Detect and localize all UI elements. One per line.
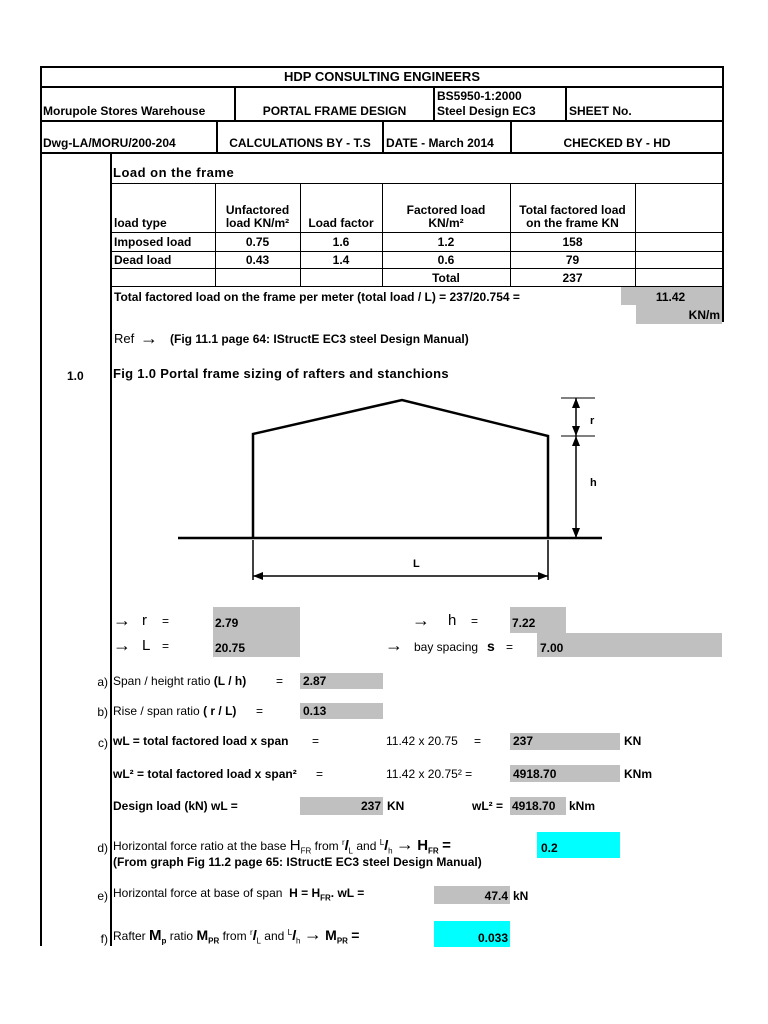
col-header-load-type: load type (114, 216, 167, 230)
row-factor: 1.6 (332, 235, 350, 249)
mpr-arrow-icon: → (303, 924, 322, 944)
h-force-subscript: FR (320, 893, 331, 903)
row-factored: 1.2 (437, 235, 455, 249)
design-load-value: 237 (360, 799, 381, 813)
r-value: 2.79 (215, 616, 239, 630)
row-factored: 0.6 (437, 253, 455, 267)
ref-arrow-icon: → (140, 328, 158, 348)
mpr-result-subscript: PR (336, 936, 348, 946)
arrowhead-r-bottom (572, 426, 580, 436)
h-force-unit: kN (513, 889, 529, 903)
wl-eq2: = (474, 734, 482, 748)
wl-eq: = (312, 734, 320, 748)
standard-line-2: Steel Design EC3 (437, 104, 536, 118)
col-header-unfactored-2: load KN/m² (225, 216, 290, 230)
hfr-value: 0.2 (541, 841, 558, 855)
checked-by: CHECKED BY - HD (563, 136, 671, 150)
s-value: 7.00 (540, 641, 564, 655)
item-d-label: d) (97, 841, 108, 855)
design-load-unit: KN (387, 799, 405, 813)
item-a-label: a) (97, 675, 108, 689)
mpr-subscript: PR (208, 936, 220, 946)
date: DATE - March 2014 (386, 136, 494, 150)
design-subject: PORTAL FRAME DESIGN (262, 104, 407, 118)
ref-text: (Fig 11.1 page 64: IStructE EC3 steel Design Manual) (170, 332, 469, 346)
row-load-type: Imposed load (114, 235, 192, 249)
item-b-value: 0.13 (303, 704, 327, 718)
mpr-result-symbol: M (325, 927, 337, 943)
span-height-formula: (L / h) (213, 674, 247, 688)
rise-span-text (113, 704, 236, 718)
col-header-factored-2: KN/m² (428, 216, 464, 230)
wl2-unit: KNm (624, 767, 653, 781)
standard-line-1: BS5950-1:2000 (437, 89, 522, 103)
design-wl2-value: 4918.70 (512, 799, 556, 813)
per-meter-unit: KN/m (688, 308, 720, 322)
project-name: Morupole Stores Warehouse (43, 104, 206, 118)
item-c-label: c) (98, 736, 108, 750)
mpr-from: from (222, 929, 247, 943)
item-a-eq: = (276, 674, 284, 688)
dim-label-h: h (590, 477, 597, 489)
h-force-value: 47.4 (484, 889, 508, 903)
total-label: Total (432, 271, 460, 285)
bay-arrow-icon: → (385, 635, 403, 655)
item-b-eq: = (256, 704, 264, 718)
wl2-text: wL² = total factored load x span² (113, 767, 297, 781)
hfr-result-eq: = (442, 837, 451, 854)
col-header-total-1: Total factored load (519, 203, 626, 217)
item-f-label: f) (100, 932, 108, 946)
calculations-by: CALCULATIONS BY - T.S (229, 136, 371, 150)
arrowhead-h-bottom (572, 528, 580, 538)
col-header-factor: Load factor (308, 216, 374, 230)
mpr-value: 0.033 (477, 931, 508, 945)
h-eq: = (471, 614, 479, 628)
wl2-eq: = (316, 767, 324, 781)
company-name: HDP CONSULTING ENGINEERS (284, 69, 480, 84)
rise-span-formula: ( r / L) (203, 704, 237, 718)
mpr-result-eq: = (351, 927, 360, 943)
dim-label-L: L (413, 558, 420, 570)
col-header-total-2: on the frame KN (526, 216, 619, 230)
item-e-label: e) (97, 889, 108, 903)
L-eq: = (162, 639, 170, 653)
row-unfactored: 0.43 (245, 253, 270, 267)
s-value-box (537, 633, 722, 657)
h-value: 7.22 (512, 616, 536, 630)
arrowhead-L-right (538, 572, 548, 580)
mp-subscript: p (161, 936, 167, 946)
row-factor: 1.4 (332, 253, 350, 267)
bay-spacing-label: bay spacing (414, 640, 479, 654)
item-a-value: 2.87 (303, 674, 327, 688)
figure-title: Fig 1.0 Portal frame sizing of rafters and stanchions (113, 366, 449, 381)
ratio-label: ratio (169, 929, 194, 943)
row-total: 79 (565, 253, 580, 267)
design-wl2-unit: kNm (569, 799, 596, 813)
wl-unit: KN (624, 734, 642, 748)
wl2-value: 4918.70 (513, 767, 557, 781)
r-label: r (142, 612, 147, 629)
sheet-number: SHEET No. (569, 104, 632, 118)
L-value: 20.75 (215, 641, 246, 655)
wl-text: wL = total factored load x span (113, 734, 289, 748)
mpr-and: and (264, 929, 285, 943)
hfr-note: (From graph Fig 11.2 page 65: IStructE EC3 steel Design Manual) (113, 855, 482, 869)
h-force-formula: H = H (289, 886, 321, 900)
arrowhead-h-top (572, 436, 580, 446)
hfr-and: and (356, 839, 377, 853)
design-load-label: Design load (kN) wL = (113, 799, 238, 813)
row-load-type: Dead load (114, 253, 172, 267)
s-label: s (487, 638, 495, 654)
wl-expr: 11.42 x 20.75 (386, 734, 458, 748)
ref-label: Ref (114, 331, 135, 346)
row-unfactored: 0.75 (245, 235, 270, 249)
L-label: L (142, 637, 151, 654)
hfr-result-symbol: H (417, 837, 429, 854)
hfr-result-subscript: FR (428, 846, 439, 856)
wl2-expr: 11.42 x 20.75² = (386, 767, 473, 781)
rise-span-label: Rise / span ratio (113, 704, 200, 718)
load-section-title: Load on the frame (113, 165, 235, 180)
hfr-from: from (314, 839, 339, 853)
mp-symbol: M (149, 927, 162, 944)
r-eq: = (162, 614, 170, 628)
col-header-factored-1: Factored load (406, 203, 486, 217)
frame-outline (253, 400, 548, 538)
rafter-label: Rafter (113, 929, 146, 943)
hfr-symbol: H (289, 837, 301, 854)
dim-label-r: r (590, 415, 595, 427)
h-force-formula-end: . wL = (330, 886, 365, 900)
per-meter-value: 11.42 (655, 290, 686, 304)
span-height-text (113, 674, 246, 688)
per-meter-text: Total factored load on the frame per meter (total load / L) = 237/20.754 = (114, 290, 520, 304)
h-label: h (448, 612, 457, 629)
horizontal-force-ratio-text: Horizontal force ratio at the base $H_{FR}$ from $^rl_L$ and $^Ll_h \to H_{FR}$ = (113, 834, 451, 856)
mpr-symbol: M (196, 927, 209, 943)
hfr-description: Horizontal force ratio at the base (113, 839, 287, 853)
span-height-label: Span / height ratio (113, 674, 211, 688)
section-number: 1.0 (67, 369, 84, 383)
h-force-description: Horizontal force at base of span (113, 886, 283, 900)
horizontal-force-text (113, 886, 364, 905)
arrowhead-r-top (572, 398, 580, 408)
total-value: 237 (562, 271, 583, 285)
h-arrow-icon: → (412, 610, 430, 630)
col-header-unfactored-1: Unfactored (225, 203, 290, 217)
row-total: 158 (562, 235, 583, 249)
s-eq: = (506, 640, 514, 654)
item-b-label: b) (97, 705, 108, 719)
design-wl2-label: wL² = (472, 799, 504, 813)
L-arrow-icon: → (113, 635, 131, 655)
hfr-arrow-icon: → (395, 834, 414, 854)
r-arrow-icon: → (113, 610, 131, 630)
arrowhead-L-left (253, 572, 263, 580)
wl-value: 237 (513, 734, 534, 748)
drawing-number: Dwg-LA/MORU/200-204 (43, 136, 176, 150)
hfr-subscript: FR (300, 846, 312, 856)
rafter-ratio-text: Rafter $M_p$ ratio $M_{PR}$ from $^rl_L$ and $^Ll_h \to M_{PR}$ = (113, 924, 360, 946)
